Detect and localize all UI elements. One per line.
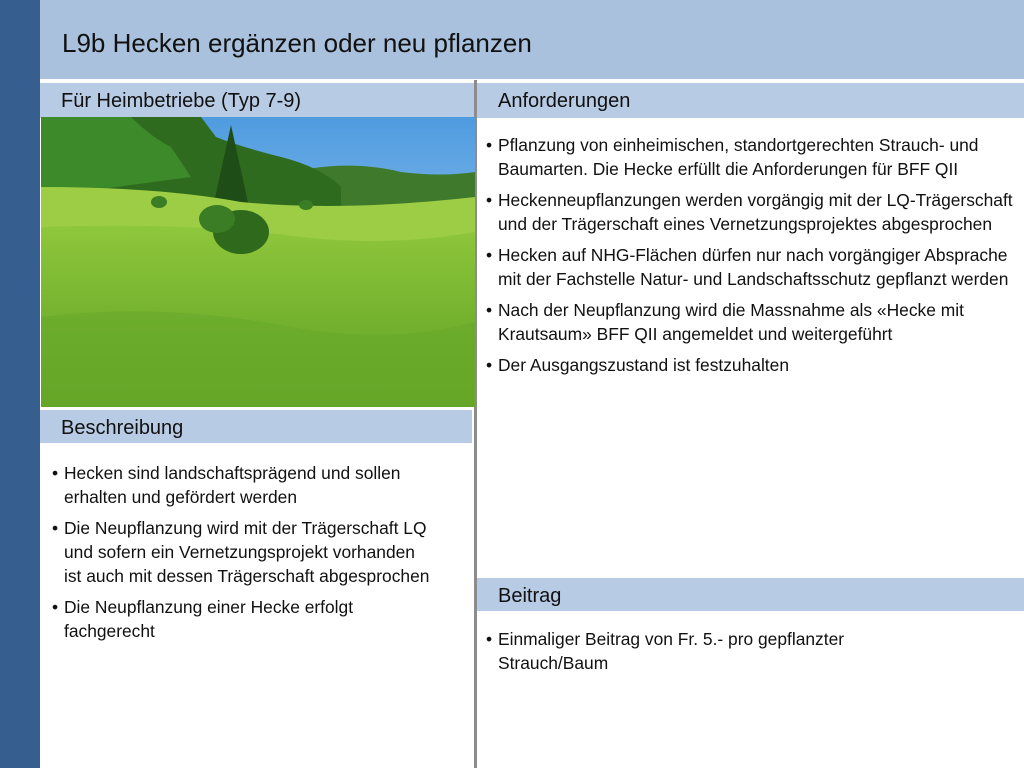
beschreibung-list xyxy=(52,461,437,650)
beitrag-heading: Beitrag xyxy=(498,585,562,607)
beschreibung-heading: Beschreibung xyxy=(61,417,184,439)
list-item: • Die Neupflanzung wird mit der Trägerschaft LQ und sofern ein Vernetzungsprojekt vorhanden ist auch mit dessen Trägerschaft abgesprochen xyxy=(52,516,437,588)
list-item: • Einmaliger Beitrag von Fr. 5.- pro gepflanzter Strauch/Baum xyxy=(486,627,916,675)
meadow-illustration xyxy=(41,117,475,407)
anforderungen-heading: Anforderungen xyxy=(498,90,631,112)
list-item: • Hecken auf NHG-Flächen dürfen nur nach vorgängiger Absprache mit der Fachstelle Natur- und Landschaftsschutz gepflanzt werden xyxy=(486,243,1014,291)
list-item: • Nach der Neupflanzung wird die Massnahme als «Hecke mit Krautsaum» BFF QII angemeldet und weitergeführt xyxy=(486,298,1014,346)
anforderungen-list xyxy=(486,133,1014,384)
beitrag-header xyxy=(477,578,1024,611)
page-title: L9b Hecken ergänzen oder neu pflanzen xyxy=(62,28,532,58)
title-bar xyxy=(40,0,1024,79)
list-item: • Pflanzung von einheimischen, standortgerechten Strauch- und Baumarten. Die Hecke erfüllt die Anforderungen für BFF QII xyxy=(486,133,1014,181)
anforderungen-header xyxy=(477,83,1024,118)
list-item: • Der Ausgangszustand ist festzuhalten xyxy=(486,353,1014,377)
beitrag-list xyxy=(486,627,916,682)
heimbetriebe-heading: Für Heimbetriebe (Typ 7-9) xyxy=(61,90,302,112)
hedge-meadow-photo xyxy=(41,117,475,407)
heimbetriebe-header xyxy=(40,83,474,118)
left-accent-bar xyxy=(0,0,40,768)
beschreibung-header xyxy=(40,410,472,443)
list-item: • Die Neupflanzung einer Hecke erfolgt fachgerecht xyxy=(52,595,437,643)
list-item: • Hecken sind landschaftsprägend und sollen erhalten und gefördert werden xyxy=(52,461,437,509)
list-item: • Heckenneupflanzungen werden vorgängig mit der LQ-Trägerschaft und der Trägerschaft eines Vernetzungsprojektes abgesprochen xyxy=(486,188,1014,236)
